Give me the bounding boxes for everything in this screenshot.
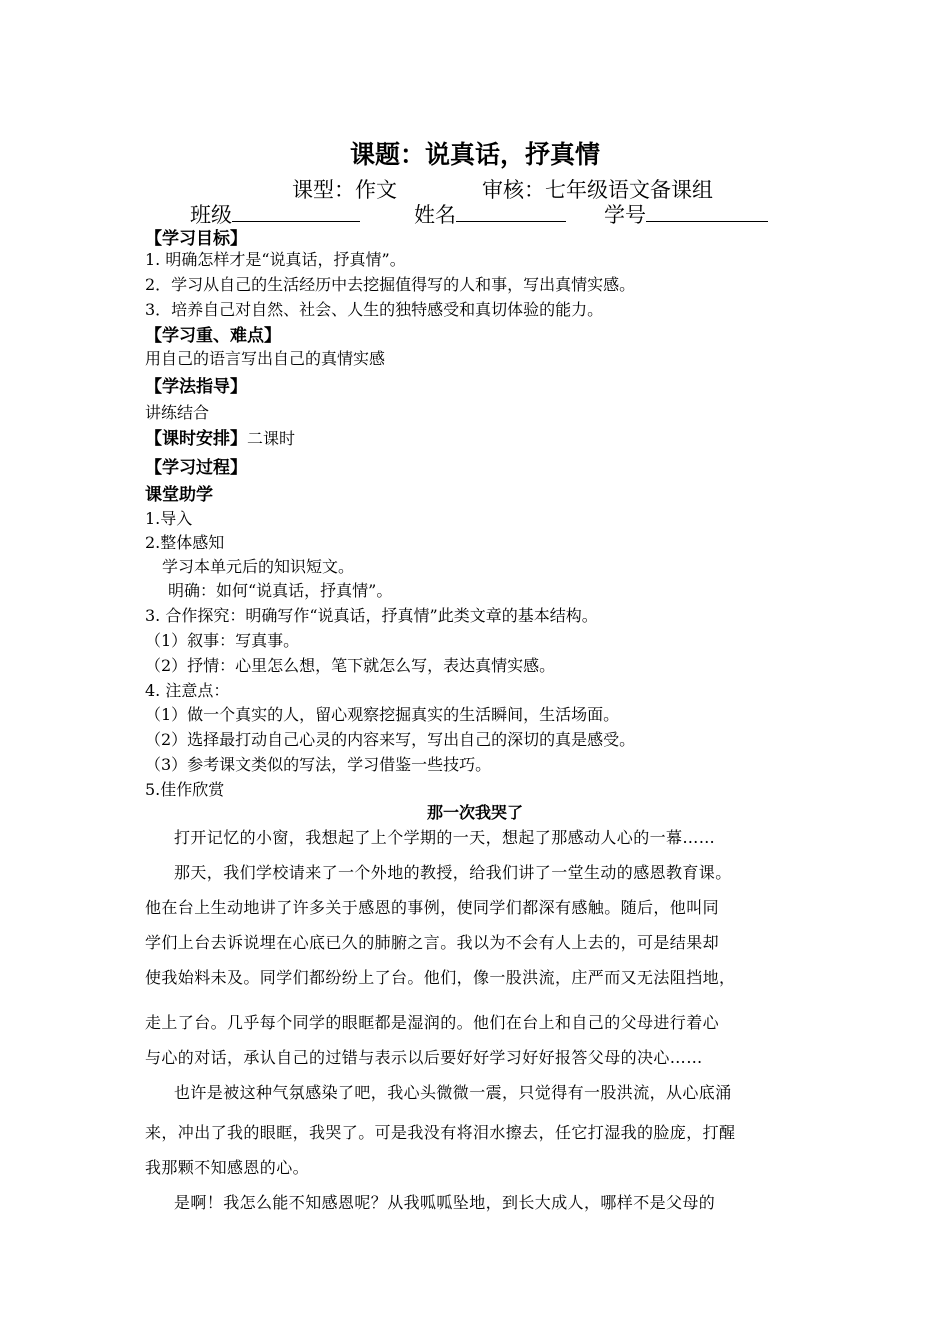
number-label: 学号 [604, 203, 646, 227]
step-line: 5.佳作欣赏 [145, 780, 225, 799]
step-line: 明确：如何“说真话，抒真情”。 [168, 581, 393, 600]
key-text: 用自己的语言写出自己的真情实感 [145, 349, 386, 368]
essay-line: 打开记忆的小窗，我想起了上个学期的一天，想起了那感动人心的一幕…… [174, 828, 716, 847]
essay-line: 来，冲出了我的眼眶，我哭了。可是我没有将泪水擦去，任它打湿我的脸庞，打醒 [145, 1123, 736, 1142]
schedule-heading: 【课时安排】 [145, 429, 247, 449]
number-blank [646, 201, 768, 222]
goal-item: 3．培养自己对自然、社会、人生的独特感受和真切体验的能力。 [145, 300, 604, 319]
method-heading: 【学法指导】 [145, 377, 247, 397]
goals-heading: 【学习目标】 [145, 229, 247, 249]
schedule-text: 二课时 [247, 429, 296, 448]
goal-item: 2．学习从自己的生活经历中去挖掘值得写的人和事，写出真情实感。 [145, 275, 636, 294]
name-blank [456, 201, 566, 222]
step-line: 学习本单元后的知识短文。 [162, 557, 355, 576]
step-line: 1.导入 [145, 509, 193, 528]
essay-line: 是啊！我怎么能不知感恩呢？从我呱呱坠地，到长大成人，哪样不是父母的 [174, 1193, 716, 1212]
essay-line: 使我始料未及。同学们都纷纷上了台。他们，像一股洪流，庄严而又无法阻挡地， [145, 968, 736, 987]
essay-title: 那一次我哭了 [426, 803, 523, 822]
essay-line: 学们上台去诉说埋在心底已久的肺腑之言。我以为不会有人上去的，可是结果却 [145, 933, 720, 952]
essay-line: 与心的对话，承认自己的过错与表示以后要好好学习好好报答父母的决心…… [145, 1048, 703, 1067]
step-line: （3）参考课文类似的写法，学习借鉴一些技巧。 [145, 755, 492, 774]
class-label: 班级 [190, 203, 232, 227]
schedule-line [145, 424, 295, 449]
step-line: 4. 注意点： [145, 681, 230, 700]
step-line: 2.整体感知 [145, 533, 225, 552]
classroom-heading: 课堂助学 [145, 485, 213, 505]
step-line: （2）选择最打动自己心灵的内容来写，写出自己的深切的真是感受。 [145, 730, 636, 749]
essay-line: 走上了台。几乎每个同学的眼眶都是湿润的。他们在台上和自己的父母进行着心 [145, 1013, 720, 1032]
name-field [414, 199, 566, 229]
review-group: 审核：七年级语文备课组 [482, 178, 713, 202]
step-line: 3. 合作探究：明确写作“说真话，抒真情”此类文章的基本结构。 [145, 606, 598, 625]
essay-line: 我那颗不知感恩的心。 [145, 1158, 310, 1177]
method-text: 讲练结合 [145, 403, 210, 422]
essay-line: 也许是被这种气氛感染了吧，我心头微微一震，只觉得有一股洪流，从心底涌 [174, 1083, 732, 1102]
essay-line: 那天，我们学校请来了一个外地的教授，给我们讲了一堂生动的感恩教育课。 [174, 863, 732, 882]
step-line: （2）抒情：心里怎么想，笔下就怎么写，表达真情实感。 [145, 656, 556, 675]
name-label: 姓名 [414, 203, 456, 227]
key-heading: 【学习重、难点】 [145, 326, 281, 346]
class-blank [232, 201, 360, 222]
number-field [604, 199, 768, 229]
process-heading: 【学习过程】 [145, 458, 247, 478]
page-title: 课题：说真话，抒真情 [349, 140, 600, 169]
essay-line: 他在台上生动地讲了许多关于感恩的事例，使同学们都深有感触。随后，他叫同 [145, 898, 720, 917]
lesson-type: 课型：作文 [292, 178, 397, 202]
step-line: （1）做一个真实的人，留心观察挖掘真实的生活瞬间，生活场面。 [145, 705, 620, 724]
goal-item: 1. 明确怎样才是“说真话，抒真情”。 [145, 250, 406, 269]
step-line: （1）叙事：写真事。 [145, 631, 300, 650]
